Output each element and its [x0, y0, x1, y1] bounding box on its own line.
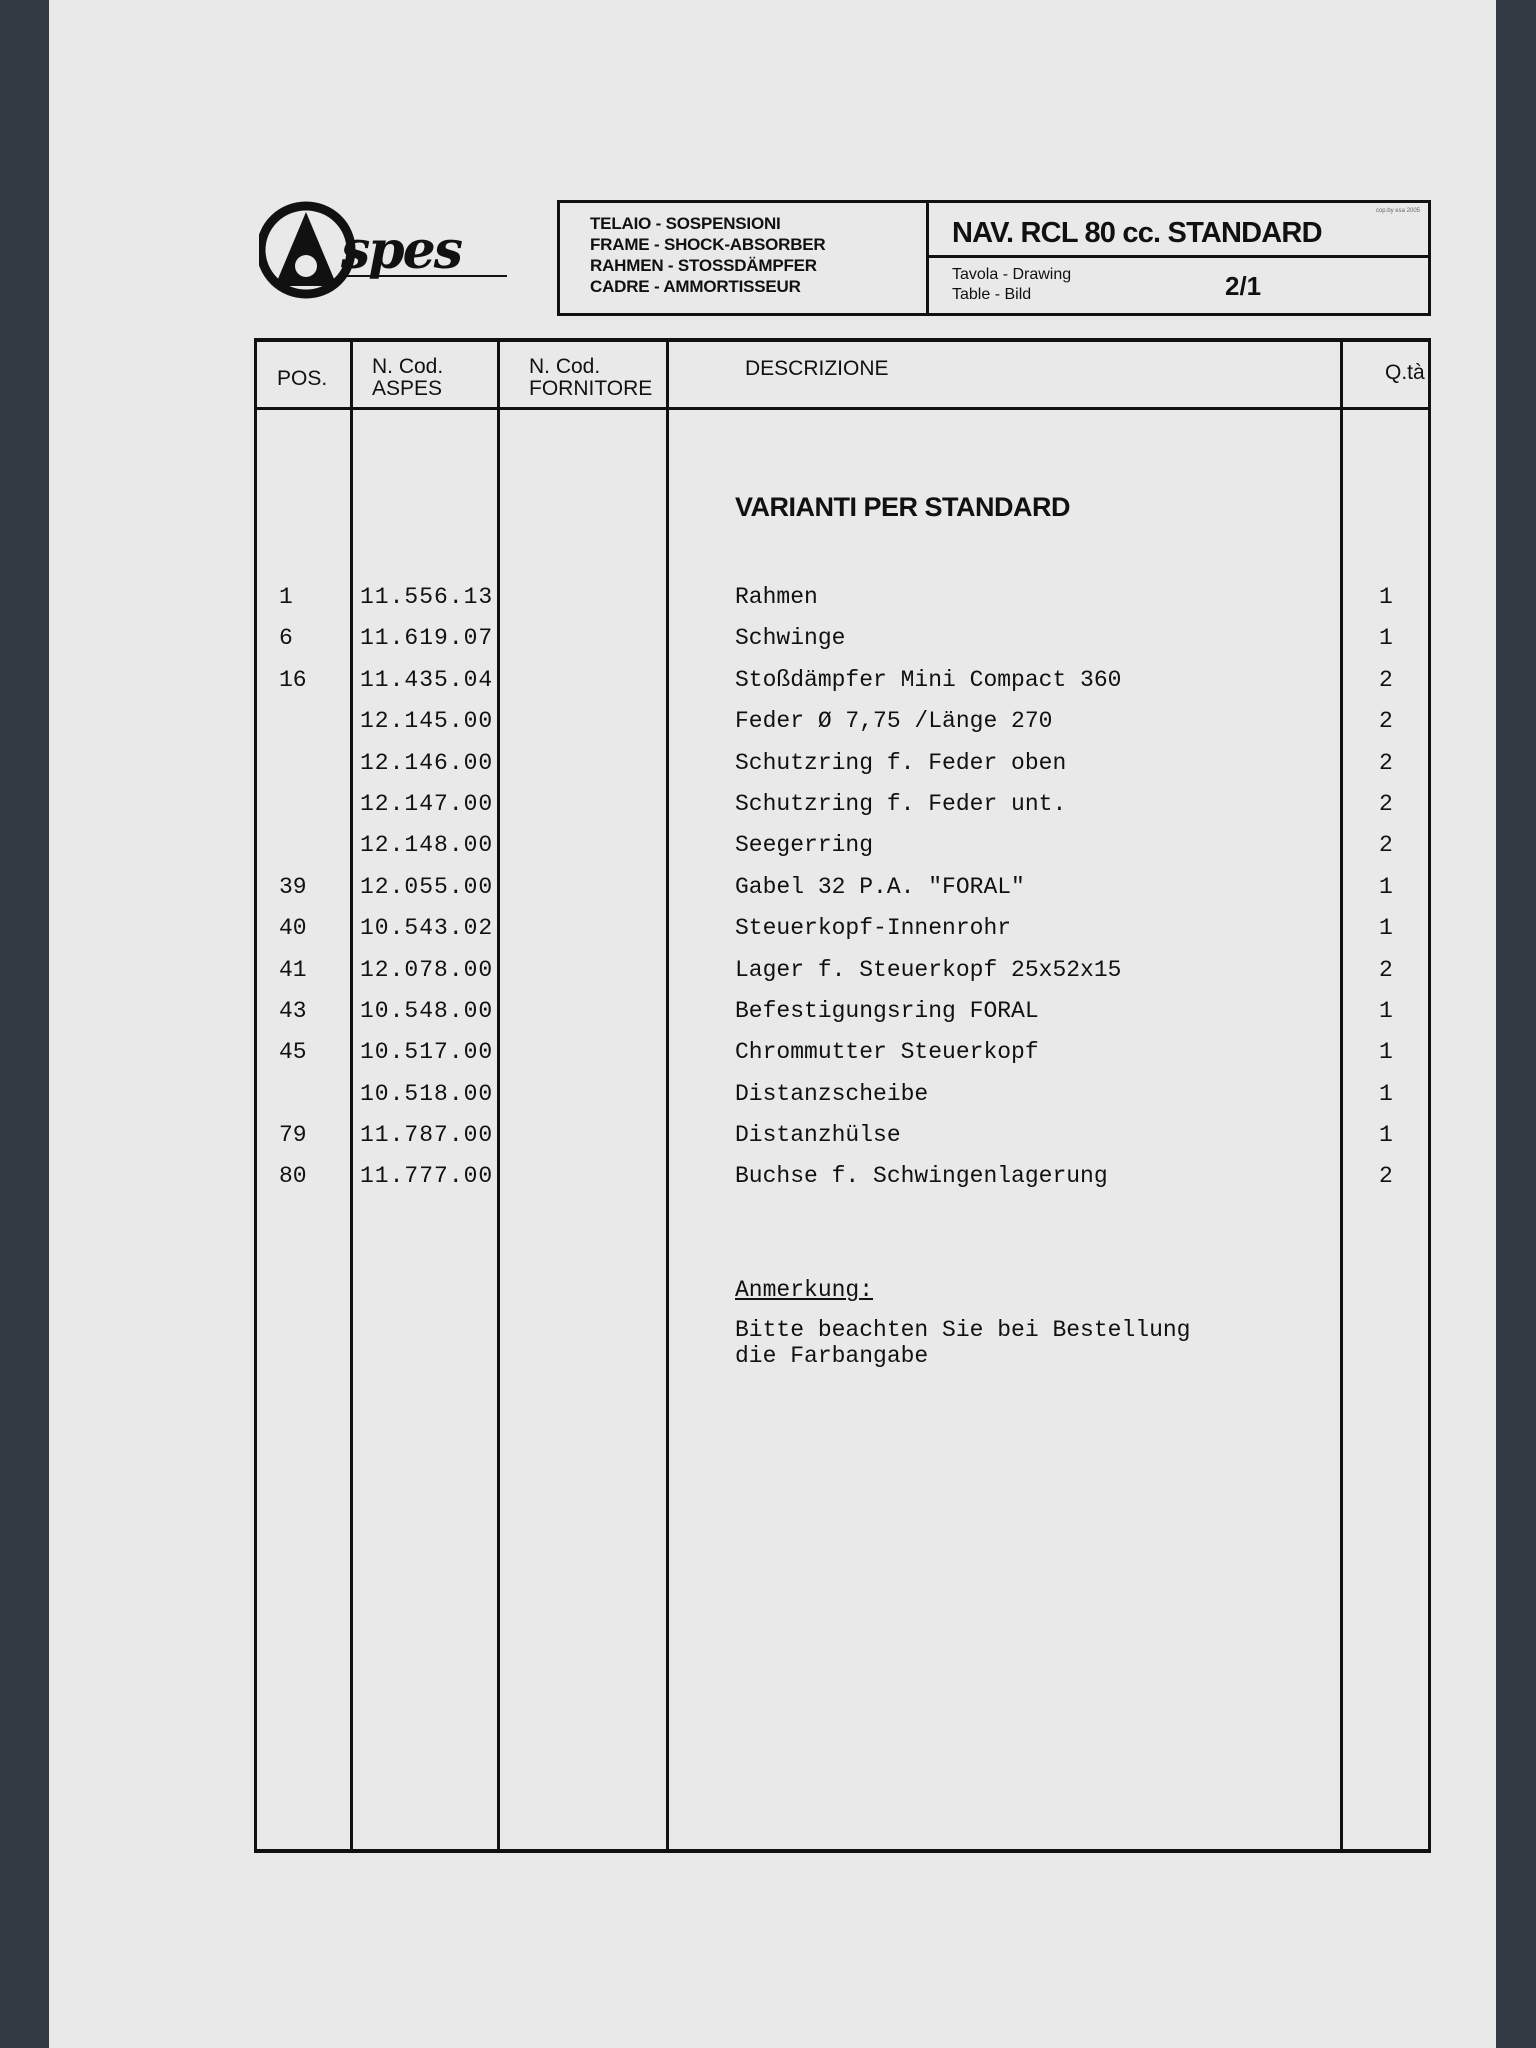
row-code: 10.543.02: [360, 915, 494, 942]
row-pos: 80: [279, 1163, 307, 1190]
col-header-code-fornitore-line1: N. Cod.: [529, 355, 601, 378]
table-row: [257, 998, 1428, 1039]
table-labels: [952, 265, 1071, 305]
row-code: 12.055.00: [360, 873, 494, 900]
row-pos: 45: [279, 1039, 307, 1066]
row-desc: Distanzhülse: [735, 1122, 901, 1149]
row-pos: 1: [279, 584, 293, 610]
table-label-1: Tavola - Drawing: [952, 266, 1072, 283]
table-row: [257, 1081, 1428, 1122]
row-pos: 16: [279, 666, 307, 693]
row-qty: 1: [1379, 997, 1393, 1024]
col-header-qta: Q.tà: [1385, 361, 1425, 384]
row-code: 11.787.00: [360, 1122, 494, 1149]
row-qty: 2: [1379, 666, 1393, 693]
col-header-pos: POS.: [277, 367, 328, 390]
row-desc: Chrommutter Steuerkopf: [735, 1039, 1039, 1066]
col-header-code-aspes: [372, 356, 443, 400]
col-header-code-fornitore: [529, 356, 652, 400]
table-row: [257, 750, 1428, 791]
header-hline: [929, 255, 1428, 258]
row-code: 12.146.00: [360, 749, 494, 776]
row-code: 11.556.13: [360, 584, 494, 610]
table-row: [257, 667, 1428, 708]
row-qty: 2: [1379, 749, 1393, 776]
col-header-descrizione: DESCRIZIONE: [745, 357, 889, 380]
row-desc: Lager f. Steuerkopf 25x52x15: [735, 956, 1122, 983]
row-pos: 79: [279, 1122, 307, 1149]
row-code: 12.148.00: [360, 832, 494, 859]
row-desc: Feder Ø 7,75 /Länge 270: [735, 708, 1053, 735]
category-line-de: RAHMEN - STOSSDÄMPFER: [590, 256, 817, 275]
table-row: [257, 915, 1428, 956]
col-header-code-aspes-line2: ASPES: [372, 377, 443, 400]
row-qty: 1: [1379, 1080, 1393, 1107]
note-title: Anmerkung:: [735, 1277, 874, 1303]
model-title: NAV. RCL 80 cc. STANDARD: [952, 217, 1322, 249]
row-qty: 1: [1379, 915, 1393, 942]
row-qty: 2: [1379, 832, 1393, 859]
row-desc: Seegerring: [735, 832, 874, 859]
row-desc: Rahmen: [735, 584, 818, 610]
table-row: [257, 957, 1428, 998]
copyright-note: cop.by esa 2005: [1375, 208, 1420, 214]
table-row: [257, 1163, 1428, 1204]
drawing-header: [557, 200, 1431, 316]
table-row: [257, 625, 1428, 666]
row-qty: 2: [1379, 956, 1393, 983]
row-pos: 41: [279, 956, 307, 983]
category-line-fr: CADRE - AMMORTISSEUR: [590, 277, 801, 296]
table-rows: [257, 584, 1428, 1205]
row-qty: 1: [1379, 873, 1393, 900]
row-desc: Stoßdämpfer Mini Compact 360: [735, 666, 1122, 693]
row-pos: 43: [279, 997, 307, 1024]
row-code: 10.548.00: [360, 997, 494, 1024]
category-lines: [590, 213, 825, 297]
table-row: [257, 874, 1428, 915]
row-code: 10.517.00: [360, 1039, 494, 1066]
category-line-en: FRAME - SHOCK-ABSORBER: [590, 235, 826, 254]
row-desc: Schutzring f. Feder unt.: [735, 790, 1067, 817]
row-qty: 2: [1379, 708, 1393, 735]
row-code: 11.435.04: [360, 666, 494, 693]
row-code: 12.147.00: [360, 790, 494, 817]
row-qty: 1: [1379, 625, 1393, 652]
table-number: 2/1: [1225, 271, 1262, 301]
document-page: [49, 0, 1496, 2048]
row-desc: Distanzscheibe: [735, 1080, 929, 1107]
aspes-logo: [259, 200, 569, 305]
row-desc: Schutzring f. Feder oben: [735, 749, 1067, 776]
table-row: [257, 791, 1428, 832]
row-desc: Schwinge: [735, 625, 846, 652]
row-code: 11.619.07: [360, 625, 494, 652]
row-qty: 2: [1379, 1163, 1393, 1190]
row-pos: 40: [279, 915, 307, 942]
col-header-code-aspes-line1: N. Cod.: [372, 355, 444, 378]
parts-table: [254, 338, 1431, 1853]
svg-text:spes: spes: [341, 220, 461, 281]
row-qty: 1: [1379, 1122, 1393, 1149]
table-row: [257, 708, 1428, 749]
row-qty: 1: [1379, 1039, 1393, 1066]
header-divider: [926, 203, 929, 313]
row-desc: Steuerkopf-Innenrohr: [735, 915, 1012, 942]
section-title: VARIANTI PER STANDARD: [735, 492, 1071, 522]
note-text: Bitte beachten Sie bei Bestellung die Farbangabe: [735, 1317, 1191, 1369]
category-line-it: TELAIO - SOSPENSIONI: [590, 214, 781, 233]
table-row: [257, 1039, 1428, 1080]
row-desc: Befestigungsring FORAL: [735, 997, 1039, 1024]
col-header-code-fornitore-line2: FORNITORE: [529, 377, 653, 400]
row-qty: 1: [1379, 584, 1393, 610]
row-code: 11.777.00: [360, 1163, 494, 1190]
table-label-2: Table - Bild: [952, 286, 1032, 303]
row-desc: Buchse f. Schwingenlagerung: [735, 1163, 1108, 1190]
row-desc: Gabel 32 P.A. "FORAL": [735, 873, 1025, 900]
row-code: 10.518.00: [360, 1080, 494, 1107]
table-row: [257, 832, 1428, 873]
table-row: [257, 584, 1428, 625]
header-separator: [257, 407, 1428, 410]
row-code: 12.145.00: [360, 708, 494, 735]
row-pos: 6: [279, 625, 293, 652]
row-code: 12.078.00: [360, 956, 494, 983]
table-row: [257, 1122, 1428, 1163]
row-pos: 39: [279, 873, 307, 900]
row-qty: 2: [1379, 790, 1393, 817]
